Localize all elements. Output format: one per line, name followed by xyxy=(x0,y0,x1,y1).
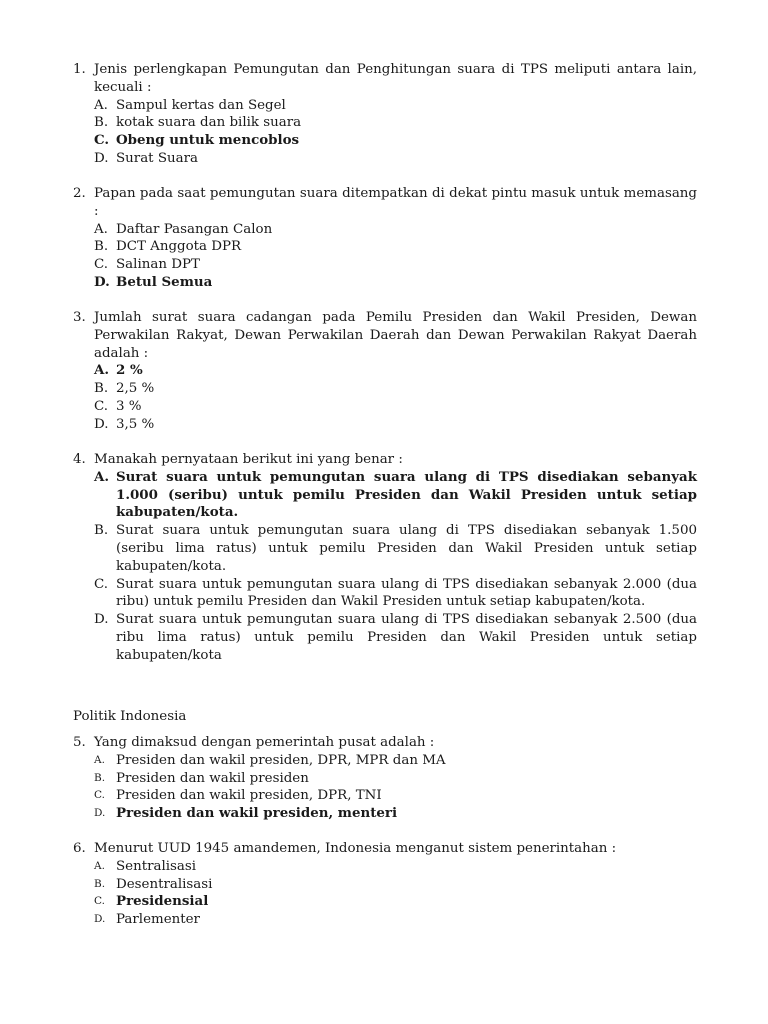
option-text: Presidensial xyxy=(116,893,209,910)
option-text: Presiden dan wakil presiden, DPR, MPR dan MA xyxy=(116,752,446,768)
option-b xyxy=(94,770,697,788)
option-b xyxy=(94,238,697,256)
option-d-correct xyxy=(94,805,697,823)
option-text: DCT Anggota DPR xyxy=(116,239,242,255)
option-b xyxy=(94,380,697,398)
option-c-correct xyxy=(94,893,697,911)
option-c xyxy=(94,787,697,805)
option-c-correct xyxy=(94,132,697,150)
option-text: Surat Suara xyxy=(116,150,198,166)
option-a-correct xyxy=(94,362,697,380)
option-letter: C. xyxy=(94,398,109,414)
option-a xyxy=(94,97,697,115)
option-letter: B. xyxy=(94,877,106,890)
question-text: Manakah pernyataan berikut ini yang benar : xyxy=(94,452,403,467)
question-stem xyxy=(73,309,697,362)
option-text: Surat suara untuk pemungutan suara ulang di TPS disediakan sebanyak 2.500 (dua ribu lima ratus) untuk pemilu Presiden dan Wakil Presiden untuk setiap kabupaten/kota xyxy=(116,612,697,663)
question-number: 6. xyxy=(73,841,86,856)
question-stem xyxy=(73,840,697,858)
section-heading: Politik Indonesia xyxy=(73,709,187,724)
question-number: 2. xyxy=(73,186,86,201)
question-2 xyxy=(73,185,697,292)
option-letter: B. xyxy=(94,115,109,131)
option-d xyxy=(94,611,697,664)
question-text: Menurut UUD 1945 amandemen, Indonesia menganut sistem penerintahan : xyxy=(94,841,617,856)
option-text: Surat suara untuk pemungutan suara ulang di TPS disediakan sebanyak 2.000 (dua ribu) untuk pemilu Presiden dan Wakil Presiden untuk setiap kabupaten/kota. xyxy=(116,576,697,610)
option-letter: D. xyxy=(94,150,109,166)
option-text: 3,5 % xyxy=(116,416,155,432)
option-b xyxy=(94,114,697,132)
option-c xyxy=(94,398,697,416)
option-text: 2,5 % xyxy=(116,381,155,397)
option-b xyxy=(94,876,697,894)
question-number: 5. xyxy=(73,735,86,750)
option-letter: D. xyxy=(94,273,110,290)
option-letter: A. xyxy=(94,97,108,113)
option-letter: C. xyxy=(94,576,109,592)
option-text: 2 % xyxy=(116,362,143,379)
option-letter: A. xyxy=(94,221,108,237)
option-text: Presiden dan wakil presiden xyxy=(116,770,309,786)
option-text: Daftar Pasangan Calon xyxy=(116,221,273,237)
option-a xyxy=(94,858,697,876)
option-letter: C. xyxy=(94,789,105,802)
option-text: Sampul kertas dan Segel xyxy=(116,97,286,113)
option-text: Desentralisasi xyxy=(116,876,213,892)
option-letter: C. xyxy=(94,257,109,273)
question-6 xyxy=(73,840,697,929)
option-text: Betul Semua xyxy=(116,273,213,290)
option-a-correct xyxy=(94,469,697,522)
option-text: 3 % xyxy=(116,398,142,414)
option-text: Salinan DPT xyxy=(116,257,200,273)
question-3 xyxy=(73,309,697,434)
question-stem xyxy=(73,61,697,97)
option-text: Surat suara untuk pemungutan suara ulang di TPS disediakan sebanyak 1.500 (seribu lima ratus) untuk pemilu Presiden dan Wakil Presiden untuk setiap kabupaten/kota. xyxy=(116,523,697,574)
option-letter: C. xyxy=(94,895,105,908)
option-letter: C. xyxy=(94,132,110,149)
question-text: Yang dimaksud dengan pemerintah pusat adalah : xyxy=(94,735,435,750)
question-5 xyxy=(73,734,697,823)
question-1 xyxy=(73,61,697,168)
option-text: Surat suara untuk pemungutan suara ulang di TPS disediakan sebanyak 1.000 (seribu) untuk pemilu Presiden dan Wakil Presiden untuk setiap kabupaten/kota. xyxy=(116,468,697,521)
question-text: Jumlah surat suara cadangan pada Pemilu Presiden dan Wakil Presiden, Dewan Perwakilan Rakyat, Dewan Perwakilan Daerah dan Dewan Perwakilan Rakyat Daerah adalah : xyxy=(94,310,697,361)
option-b xyxy=(94,522,697,575)
option-text: Presiden dan wakil presiden, DPR, TNI xyxy=(116,788,382,804)
option-text: Presiden dan wakil presiden, menteri xyxy=(116,805,398,822)
option-text: kotak suara dan bilik suara xyxy=(116,115,302,131)
question-stem xyxy=(73,734,697,752)
option-letter: B. xyxy=(94,523,109,539)
option-text: Parlementer xyxy=(116,912,200,928)
option-text: Sentralisasi xyxy=(116,858,197,874)
option-d xyxy=(94,911,697,929)
option-letter: D. xyxy=(94,807,106,820)
question-number: 3. xyxy=(73,310,86,325)
question-stem xyxy=(73,451,697,469)
option-d xyxy=(94,150,697,168)
option-letter: A. xyxy=(94,468,110,485)
question-number: 1. xyxy=(73,62,86,77)
option-letter: A. xyxy=(94,859,105,872)
question-4 xyxy=(73,451,697,665)
option-letter: A. xyxy=(94,362,110,379)
option-c xyxy=(94,256,697,274)
option-letter: D. xyxy=(94,416,109,432)
option-c xyxy=(94,576,697,612)
option-letter: A. xyxy=(94,753,105,766)
option-letter: D. xyxy=(94,612,109,628)
question-text: Jenis perlengkapan Pemungutan dan Penghitungan suara di TPS meliputi antara lain, kecuali : xyxy=(94,62,697,95)
option-a xyxy=(94,752,697,770)
option-d xyxy=(94,416,697,434)
question-number: 4. xyxy=(73,452,86,467)
option-letter: B. xyxy=(94,239,109,255)
question-text: Papan pada saat pemungutan suara ditempatkan di dekat pintu masuk untuk memasang : xyxy=(94,186,697,219)
option-letter: B. xyxy=(94,771,106,784)
option-letter: B. xyxy=(94,381,109,397)
option-letter: D. xyxy=(94,913,106,926)
option-text: Obeng untuk mencoblos xyxy=(116,132,300,149)
question-stem xyxy=(73,185,697,221)
option-d-correct xyxy=(94,274,697,292)
option-a xyxy=(94,221,697,239)
